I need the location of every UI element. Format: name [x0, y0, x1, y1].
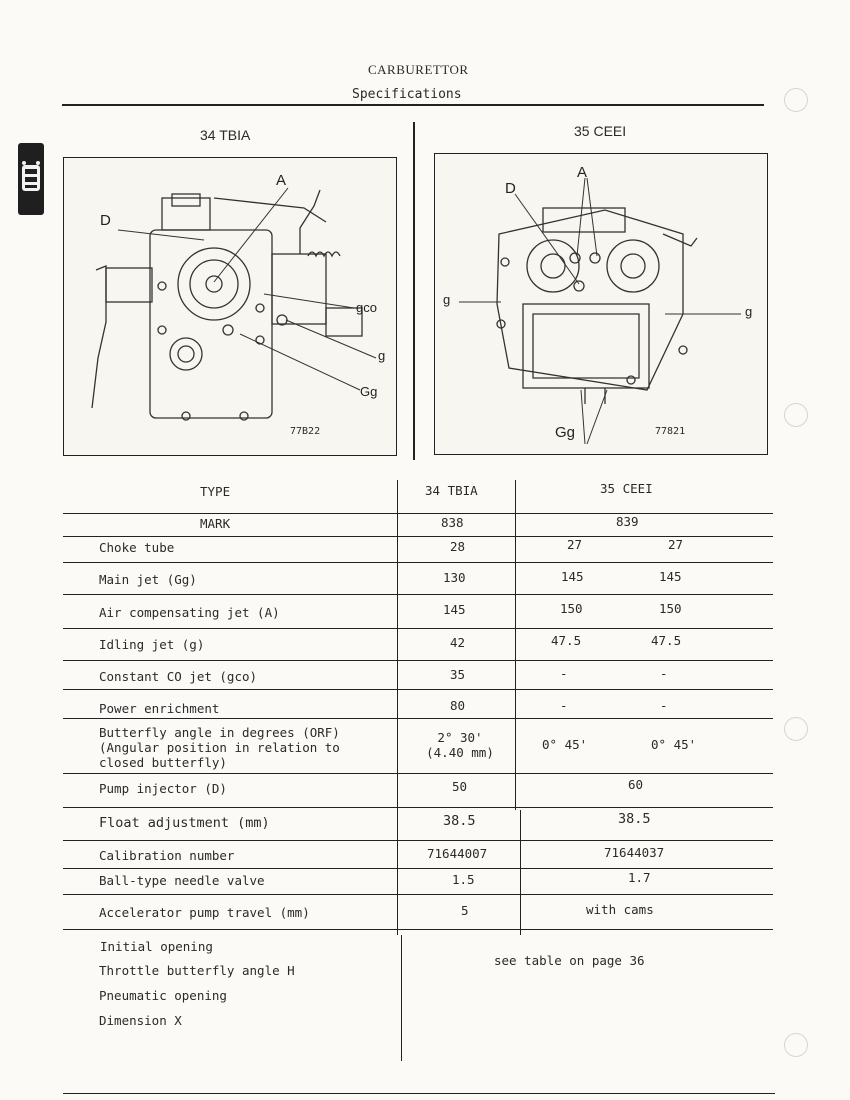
table-row-rule	[63, 840, 773, 841]
table-row-label: Ball-type needle valve	[99, 873, 265, 888]
table-cell-tbia: 1.5	[452, 872, 475, 887]
table-cell-tbia: 35	[450, 667, 466, 682]
table-row-rule	[63, 660, 773, 661]
table-cell-tbia: 28	[450, 539, 466, 554]
table-cell-ceei-a: 150	[560, 601, 583, 616]
callout-label-g: g	[378, 348, 386, 363]
table-row-label: Butterfly angle in degrees (ORF) (Angular position in relation to closed butterfly)	[99, 725, 340, 770]
table-row-rule	[63, 689, 773, 690]
table-cell-tbia: 145	[443, 602, 466, 617]
table-cell-tbia: 38.5	[443, 813, 476, 829]
table-row-label: Accelerator pump travel (mm)	[99, 905, 310, 920]
table-column-divider	[515, 480, 516, 810]
binder-hole-mark	[784, 717, 808, 741]
footer-label-dimension-x: Dimension X	[99, 1013, 182, 1028]
bottom-rule	[63, 1093, 775, 1094]
binder-hole-mark	[784, 88, 808, 112]
table-cell-tbia: 80	[450, 698, 466, 713]
figure-caption: 77821	[655, 426, 686, 437]
table-row-rule	[63, 929, 773, 930]
table-row-rule	[63, 628, 773, 629]
table-row-label: Pump injector (D)	[99, 781, 227, 796]
table-cell-ceei-a: 0° 45'	[542, 737, 588, 752]
callout-label-g-left: g	[443, 292, 451, 307]
table-row-label: Calibration number	[99, 848, 235, 863]
table-row-rule	[63, 562, 773, 563]
callout-label-gco: gco	[356, 300, 377, 315]
figure-title-left: 34 TBIA	[200, 127, 251, 143]
table-cell-ceei-a: 27	[567, 537, 583, 552]
table-cell-ceei-b: 0° 45'	[651, 737, 697, 752]
table-row-rule	[63, 894, 773, 895]
table-cell-ceei-b: -	[660, 666, 668, 681]
table-cell-ceei-a: -	[560, 666, 568, 681]
binder-hole-mark	[784, 403, 808, 427]
figure-title-right: 35 CEEI	[574, 123, 627, 139]
table-cell-tbia: 838	[441, 515, 464, 530]
table-header-type: TYPE	[200, 484, 231, 499]
figure-divider	[413, 122, 415, 460]
table-row-rule	[63, 868, 773, 869]
table-cell-ceei-b: 27	[668, 537, 684, 552]
table-row-label: Idling jet (g)	[99, 637, 205, 652]
callout-label-g-right: g	[745, 304, 753, 319]
table-row-label: Air compensating jet (A)	[99, 605, 280, 620]
table-cell-ceei-b: 47.5	[651, 633, 682, 648]
table-cell-ceei-a: 47.5	[551, 633, 582, 648]
header-rule	[62, 104, 764, 106]
table-cell-tbia: 71644007	[427, 846, 488, 861]
figure-34tbia-diagram	[63, 157, 397, 456]
table-row-label: MARK	[200, 516, 231, 531]
table-column-divider	[397, 480, 398, 935]
footer-note: see table on page 36	[494, 953, 645, 968]
figure-35ceei-diagram	[434, 153, 768, 455]
table-cell-ceei: 1.7	[628, 870, 651, 885]
table-cell-ceei-a: -	[560, 698, 568, 713]
table-cell-ceei: 60	[628, 777, 644, 792]
table-row-rule	[63, 594, 773, 595]
table-cell-tbia: 50	[452, 779, 468, 794]
table-row-rule	[63, 536, 773, 537]
table-row-label: Main jet (Gg)	[99, 572, 197, 587]
table-cell-ceei: 839	[616, 514, 639, 529]
table-cell-ceei: with cams	[586, 902, 654, 917]
table-header-35ceei: 35 CEEI	[600, 481, 653, 496]
table-cell-ceei-b: -	[660, 698, 668, 713]
table-row-rule	[63, 718, 773, 719]
table-row-label: Power enrichment	[99, 701, 220, 716]
table-row-rule	[63, 807, 773, 808]
table-cell-tbia: 2° 30' (4.40 mm)	[426, 730, 494, 760]
table-row-label: Constant CO jet (gco)	[99, 669, 258, 684]
callout-label-a: A	[276, 172, 287, 189]
table-cell-ceei: 71644037	[604, 845, 665, 860]
table-cell-tbia: 130	[443, 570, 466, 585]
table-column-divider	[520, 810, 521, 935]
page-subtitle: Specifications	[352, 87, 462, 102]
callout-label-gg: Gg	[360, 384, 378, 399]
table-cell-ceei-b: 145	[659, 569, 682, 584]
table-row-label: Choke tube	[99, 540, 175, 555]
footer-label-initial-opening: Initial opening	[100, 939, 213, 954]
table-cell-ceei-a: 145	[561, 569, 584, 584]
callout-label-d: D	[505, 180, 516, 197]
table-cell-tbia: 42	[450, 635, 466, 650]
footer-label-pneumatic-opening: Pneumatic opening	[99, 988, 227, 1003]
table-header-34tbia: 34 TBIA	[425, 483, 478, 498]
table-cell-ceei: 38.5	[618, 811, 651, 827]
footer-label-throttle-angle: Throttle butterfly angle H	[99, 963, 295, 978]
figure-caption: 77B22	[290, 426, 321, 437]
callout-label-a: A	[577, 164, 588, 181]
binder-hole-mark	[784, 1033, 808, 1057]
table-column-divider	[401, 935, 402, 1061]
callout-label-d: D	[100, 212, 111, 229]
table-row-rule	[63, 513, 773, 514]
page-title: CARBURETTOR	[368, 62, 469, 77]
callout-label-gg: Gg	[555, 424, 576, 441]
table-cell-ceei-b: 150	[659, 601, 682, 616]
table-row-rule	[63, 773, 773, 774]
table-row-label: Float adjustment (mm)	[99, 815, 270, 831]
table-cell-tbia: 5	[461, 903, 469, 918]
carburettor-section-tab-icon	[18, 143, 44, 215]
